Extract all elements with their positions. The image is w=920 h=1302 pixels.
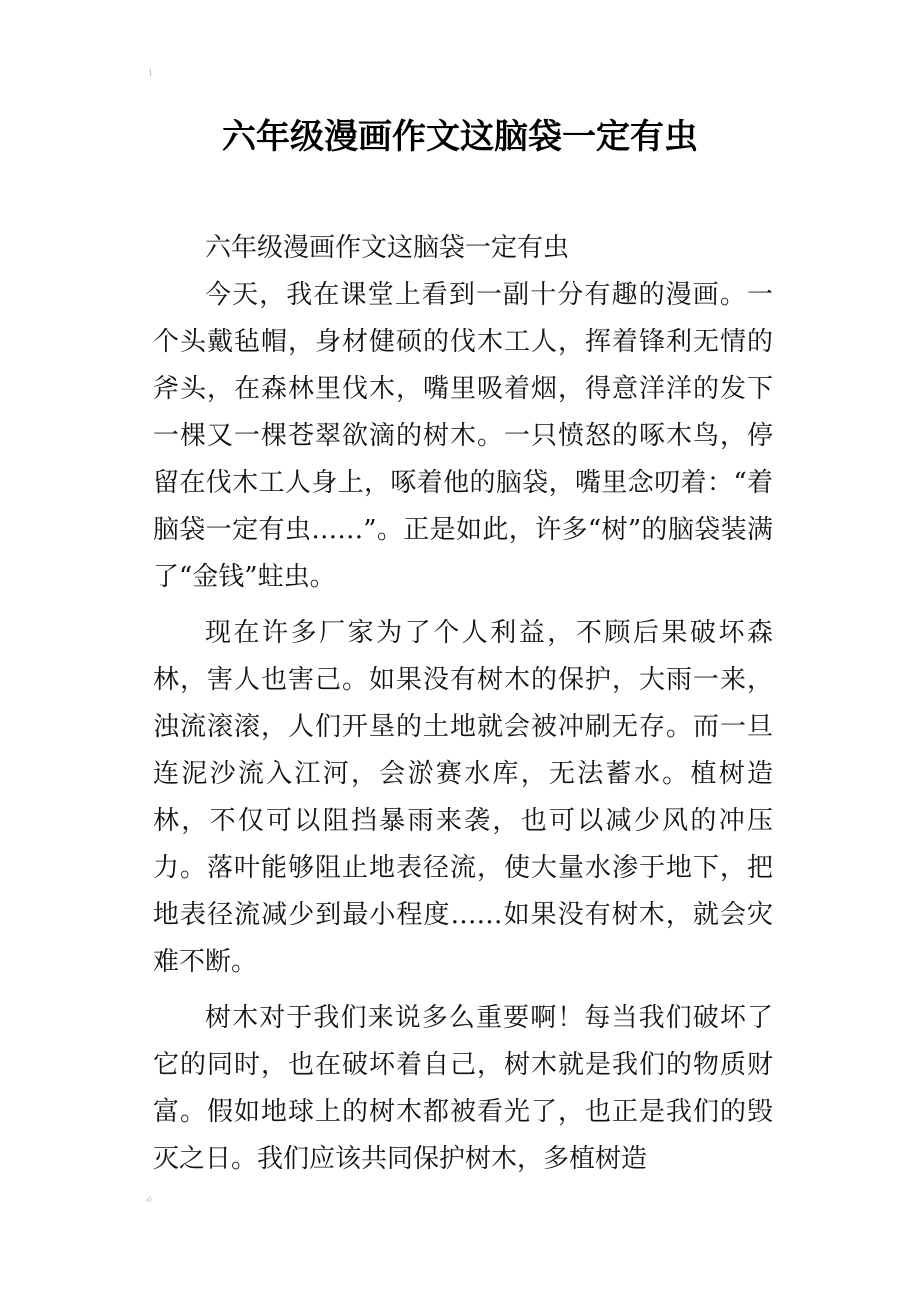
corner-mark-icon [144,1193,154,1203]
paragraph: 现在许多厂家为了个人利益，不顾后果破坏森林，害人也害己。如果没有树木的保护，大雨一来，浊流滚滚，人们开垦的土地就会被冲刷无存。而一旦连泥沙流入江河，会淤赛水库，无法蓄水。植树造林，不仅可以阻挡暴雨来袭，也可以减少风的冲压力。落叶能够阻止地表径流，使大量水渗于地下，把地表径流减少到最小程度……如果没有树木，就会灾难不断。 [153,618,773,977]
article-body [153,225,773,1183]
article-subtitle: 六年级漫画作文这脑袋一定有虫 [205,233,570,263]
paragraph: 树木对于我们来说多么重要啊！每当我们破坏了它的同时，也在破坏着自己，树木就是我们的物质财富。假如地球上的树木都被看光了，也正是我们的毁灭之日。我们应该共同保护树木，多植树造 [153,1003,773,1174]
corner-mark-icon [146,68,156,78]
page-title: 六年级漫画作文这脑袋一定有虫 [222,117,698,157]
paragraph: 今天，我在课堂上看到一副十分有趣的漫画。一个头戴毡帽，身材健硕的伐木工人，挥着锋利无情的斧头，在森林里伐木，嘴里吸着烟，得意洋洋的发下一棵又一棵苍翠欲滴的树木。一只愤怒的啄木鸟，停留在伐木工人身上，啄着他的脑袋，嘴里念叨着：“着脑袋一定有虫……”。正是如此，许多“树”的脑袋装满了“金钱”蛀虫。 [153,280,773,592]
